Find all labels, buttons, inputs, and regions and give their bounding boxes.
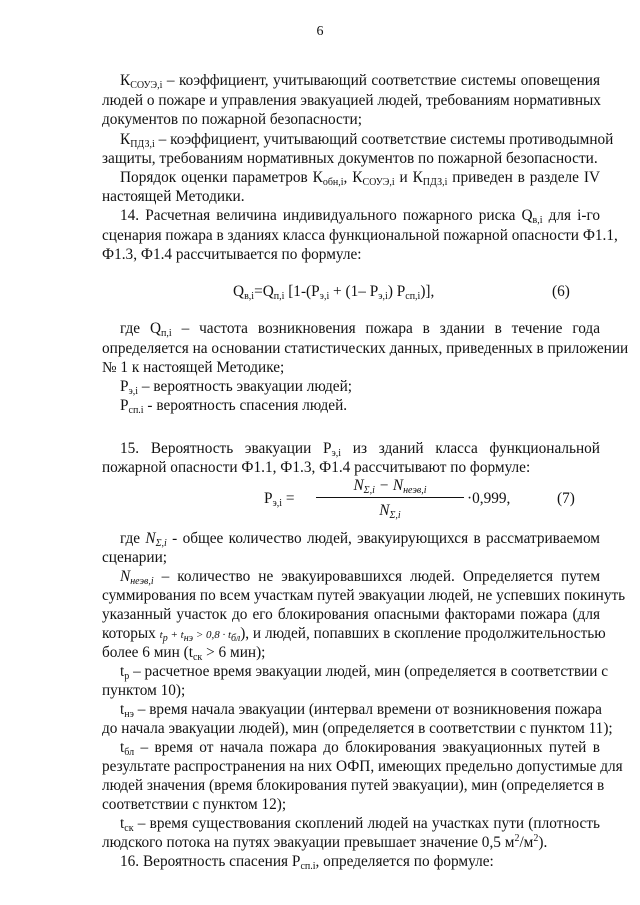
formula-7-lhs: $Р_{э,i}$ = — [264, 490, 295, 509]
where7-line1: где $N_{\Sigma,i}$ - общее количество людей, эвакуирующихся в рассматриваемом — [120, 530, 600, 549]
p14-line1: 14. Расчетная величина индивидуального пожарного риска $Q_{в,i}$ для i-го — [120, 207, 600, 226]
nneev-line1: $N_{неэв,i}$ – количество не эвакуировавшихся людей. Определяется путем — [120, 568, 600, 587]
tbl-line1: $t_{бл}$ – время от начала пожара до блокирования эвакуационных путей в — [120, 739, 600, 758]
nneev-line4: которых $t_р + t_{нэ} > 0,8 \cdot t_{бл}$), и людей, попавших в скопление продолжительностью — [102, 625, 606, 644]
page-number: 6 — [316, 24, 324, 39]
tne-line2: до начала эвакуации людей), мин (определяется в соответствии с пунктом 11); — [102, 720, 613, 737]
formula-7-number: (7) — [557, 490, 575, 507]
where7-line2: сценарии; — [102, 549, 168, 566]
where6-line3: № 1 к настоящей Методике; — [102, 359, 285, 376]
k-pdz-line1: $К_{ПДЗ,i}$ – коэффициент, учитывающий соответствие системы противодымной — [120, 131, 614, 150]
k-souei-line2: людей о пожаре и управления эвакуацией людей, требованиям нормативных — [102, 92, 601, 109]
tne-line1: $t_{нэ}$ – время начала эвакуации (интервал времени от возникновения пожара — [120, 701, 602, 720]
nneev-line3: указанный участок до его блокирования опасными факторами пожара (для — [102, 606, 600, 623]
formula-7-numerator: $N_{\Sigma,i} - N_{неэв,i}$ — [353, 477, 427, 496]
p14-line3: Ф1.3, Ф1.4 рассчитывается по формуле: — [102, 246, 362, 263]
where6-line2: определяется на основании статистических данных, приведенных в приложении — [102, 340, 629, 357]
formula-7-fraction-bar — [316, 497, 464, 498]
order-line1: Порядок оценки параметров $К_{обн,i}$, $К_{СОУЭ,i}$ и $К_{ПДЗ,i}$ приведен в разделе IV — [120, 169, 600, 188]
p16-line1: 16. Вероятность спасения $Р_{сп.i}$, определяется по формуле: — [120, 853, 494, 872]
tbl-line4: соответствии с пунктом 12); — [102, 796, 287, 813]
k-pdz-line2: защиты, требованиям нормативных документов по пожарной безопасности. — [102, 150, 598, 167]
tbl-line2: результате распространения на них ОФП, имеющих предельно допустимые для — [102, 758, 623, 775]
formula-6-number: (6) — [552, 283, 570, 300]
pe-definition: $Р_{э,i}$ – вероятность эвакуации людей; — [120, 378, 353, 397]
p14-line2: сценария пожара в зданиях класса функциональной пожарной опасности Ф1.1, — [102, 227, 618, 244]
p15-line2: пожарной опасности Ф1.1, Ф1.3, Ф1.4 рассчитывают по формуле: — [102, 459, 531, 476]
p15-line1: 15. Вероятность эвакуации $Р_{э,i}$ из зданий класса функциональной — [120, 440, 600, 459]
formula-7-denominator: $N_{\Sigma,i}$ — [379, 502, 401, 521]
nneev-line5: более 6 мин ($t_{ск} > 6$ мин); — [102, 644, 266, 663]
where6-line1: где $Q_{п,i}$ – частота возникновения пожара в здании в течение года — [120, 320, 600, 339]
psp-definition: $Р_{сп.i}$ - вероятность спасения людей. — [120, 397, 348, 416]
tp-line1: $t_р$ – расчетное время эвакуации людей, мин (определяется в соответствии с — [120, 663, 609, 682]
k-souei-line3: документов по пожарной безопасности; — [102, 111, 362, 128]
tsk-line1: $t_{ск}$ – время существования скоплений людей на участках пути (плотность — [120, 815, 600, 834]
tbl-line3: людей значения (время блокирования путей эвакуации), мин (определяется в — [102, 777, 605, 794]
tp-line2: пунктом 10); — [102, 682, 186, 699]
formula-7-tail: ·0,999, — [467, 490, 511, 507]
tsk-line2: людского потока на путях эвакуации превышает значение 0,5 $м^2/м^2$). — [102, 833, 548, 851]
nneev-line2: суммирования по всем участкам путей эвакуации людей, не успевших покинуть — [102, 587, 626, 604]
k-souei-line1: $К_{СОУЭ,i}$ – коэффициент, учитывающий соответствие системы оповещения — [120, 72, 600, 91]
order-line2: настоящей Методики. — [102, 188, 245, 205]
formula-6: $Q_{в,i}=Q_{п,i}$ [$1-(Р_{э,i} + (1-$ $Р_{э,i}$) $Р_{сп,i}$)], — [233, 283, 435, 302]
